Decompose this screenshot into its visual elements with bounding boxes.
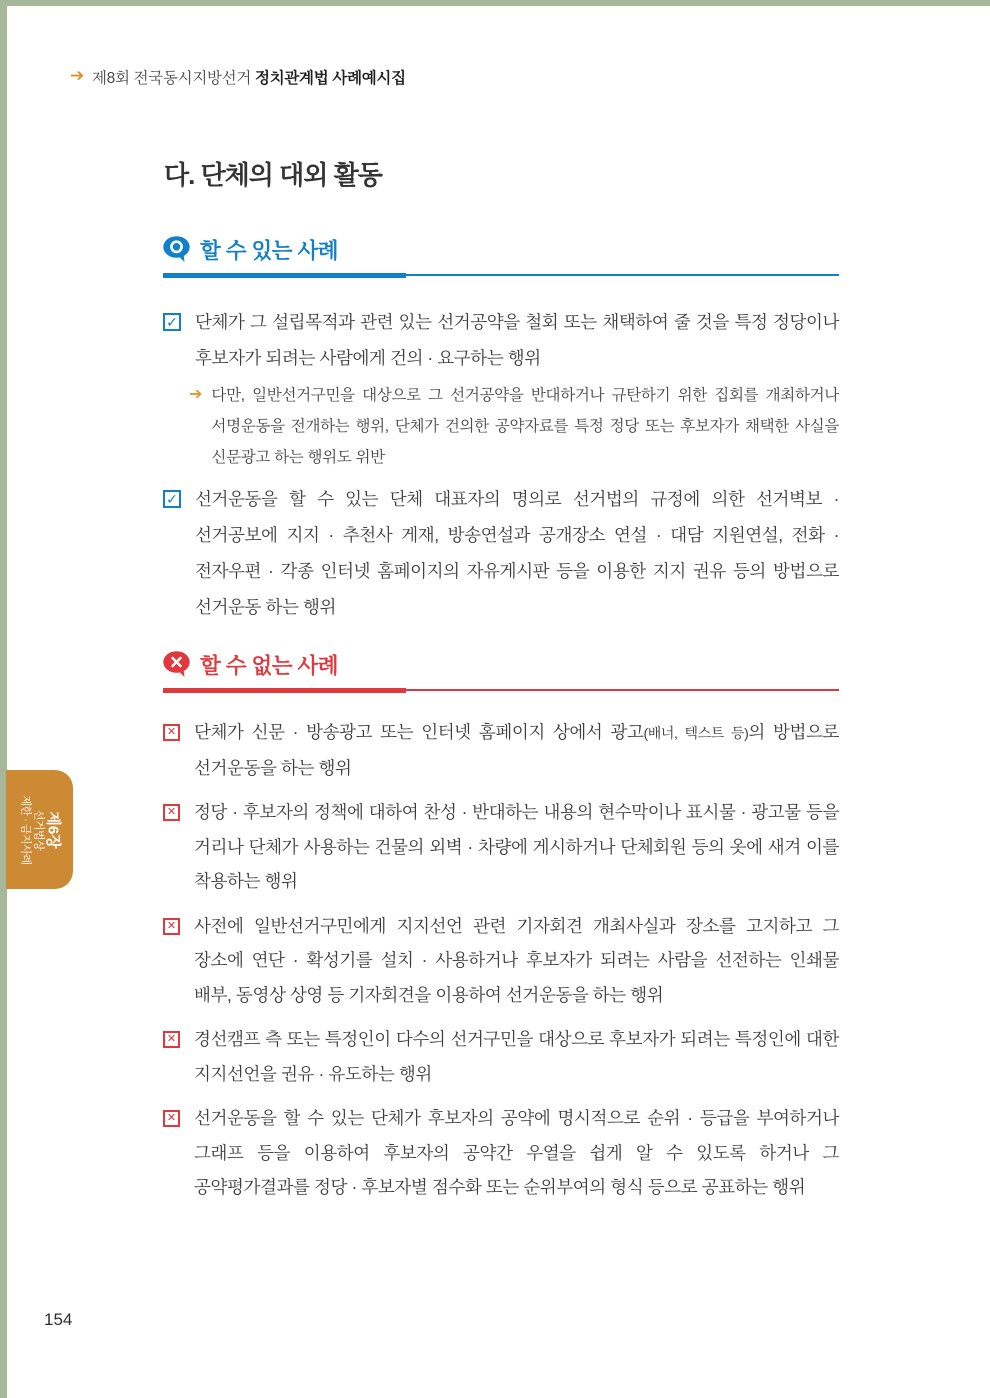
running-header-bold: 정치관계법 사례예시집 (255, 70, 406, 87)
case-text (194, 715, 839, 785)
running-header-text (92, 66, 406, 88)
note-text: 다만, 일반선거구민을 대상으로 그 선거공약을 반대하거나 규탄하기 위한 집회를 개최하거나 서명운동을 전개하는 행위, 단체가 건의한 공약자료를 특정 정당 또는 후보자가 채택한 사실을 신문광고 하는 행위도 위반 (211, 387, 839, 466)
x-box-icon: ✕ (163, 1110, 180, 1127)
side-tab-chapter: 제6장 (44, 810, 61, 849)
x-box-icon: ✕ (163, 804, 180, 821)
chapter-side-tab-text (18, 774, 61, 886)
chapter-side-tab (6, 770, 73, 889)
section-title-forbidden: 할 수 없는 사례 (200, 654, 339, 678)
x-box-icon: ✕ (163, 918, 180, 935)
case-item-forbidden-5 (163, 1101, 839, 1205)
case-item-forbidden-4 (163, 1022, 839, 1091)
case-text: 선거운동을 할 수 있는 단체가 후보자의 공약에 명시적으로 순위 · 등급을 부여하거나 그래프 등을 이용하여 후보자의 공약간 우열을 쉽게 알 수 있도록 하거나 그 공약평가결과를 정당 · 후보자별 점수화 또는 순위부여의 형식 등으로 공표하는 행위 (194, 1108, 839, 1197)
case-item-allowed-1 (163, 304, 839, 376)
arrow-right-icon: ➔ (70, 66, 84, 85)
side-tab-subtitle-1: 선거법상 (32, 809, 44, 850)
case-text: 단체가 그 설립목적과 관련 있는 선거공약을 철회 또는 채택하여 줄 것을 특정 정당이나 후보자가 되려는 사람에게 건의 · 요구하는 행위 (195, 312, 839, 368)
side-tab-subtitle-2: 제한 · 금지사례 (19, 794, 31, 865)
section-heading-allowed (163, 234, 839, 276)
left-edge-border (0, 0, 7, 1398)
speech-bubble-o-icon (163, 236, 191, 263)
case-text: 사전에 일반선거구민에게 지지선언 관련 기자회견 개최사실과 장소를 고지하고 그 장소에 연단 · 확성기를 설치 · 사용하거나 후보자가 되려는 사람을 선전하는 인쇄물 배부, 동영상 상영 등 기자회견을 이용하여 선거운동을 하는 행위 (194, 915, 839, 1005)
case-text: 경선캠프 측 또는 특정인이 다수의 선거구민을 대상으로 후보자가 되려는 특정인에 대한 지지선언을 권유 · 유도하는 행위 (194, 1029, 839, 1084)
checkbox-checked-icon: ✓ (163, 490, 181, 508)
note-item (189, 380, 839, 473)
running-header-regular: 제8회 전국동시지방선거 (91, 70, 256, 87)
x-box-icon: ✕ (163, 724, 180, 741)
page-number: 154 (44, 1310, 73, 1329)
section-heading-forbidden (163, 649, 839, 691)
running-header (70, 66, 406, 88)
speech-bubble-x-icon (163, 651, 191, 678)
section-title-allowed: 할 수 있는 사례 (200, 239, 339, 263)
checkbox-checked-icon: ✓ (163, 313, 181, 331)
case-text: 정당 · 후보자의 정책에 대하여 찬성 · 반대하는 내용의 현수막이나 표시물 · 광고물 등을 거리나 단체가 사용하는 건물의 외벽 · 차량에 게시하거나 단체회원 등의 옷에 새겨 이를 착용하는 행위 (194, 802, 839, 891)
top-edge-border (0, 0, 990, 6)
case-text-main: 의 방법으로 선거운동을 하는 행위 (194, 722, 839, 778)
case-text: 선거운동을 할 수 있는 단체 대표자의 명의로 선거법의 규정에 의한 선거벽보 · 선거공보에 지지 · 추천사 게재, 방송연설과 공개장소 연설 · 대담 지원연설, 전화 · 전자우편 · 각종 인터넷 홈페이지의 자유게시판 등을 이용한 지지 권유 등의 방법으로 선거운동 하는 행위 (195, 489, 839, 617)
case-text-main: 단체가 신문 · 방송광고 또는 인터넷 홈페이지 상에서 광고 (194, 722, 644, 742)
main-content (163, 234, 839, 1205)
case-item-forbidden-2 (163, 795, 839, 899)
page-title: 다. 단체의 대외 활동 (164, 160, 382, 190)
case-text-paren: (배너, 텍스트 등) (643, 725, 749, 741)
case-item-forbidden-1 (163, 715, 839, 785)
case-item-forbidden-3 (163, 909, 839, 1013)
arrow-right-icon: ➔ (189, 386, 203, 403)
case-item-allowed-2 (163, 481, 839, 625)
x-box-icon: ✕ (163, 1031, 180, 1048)
